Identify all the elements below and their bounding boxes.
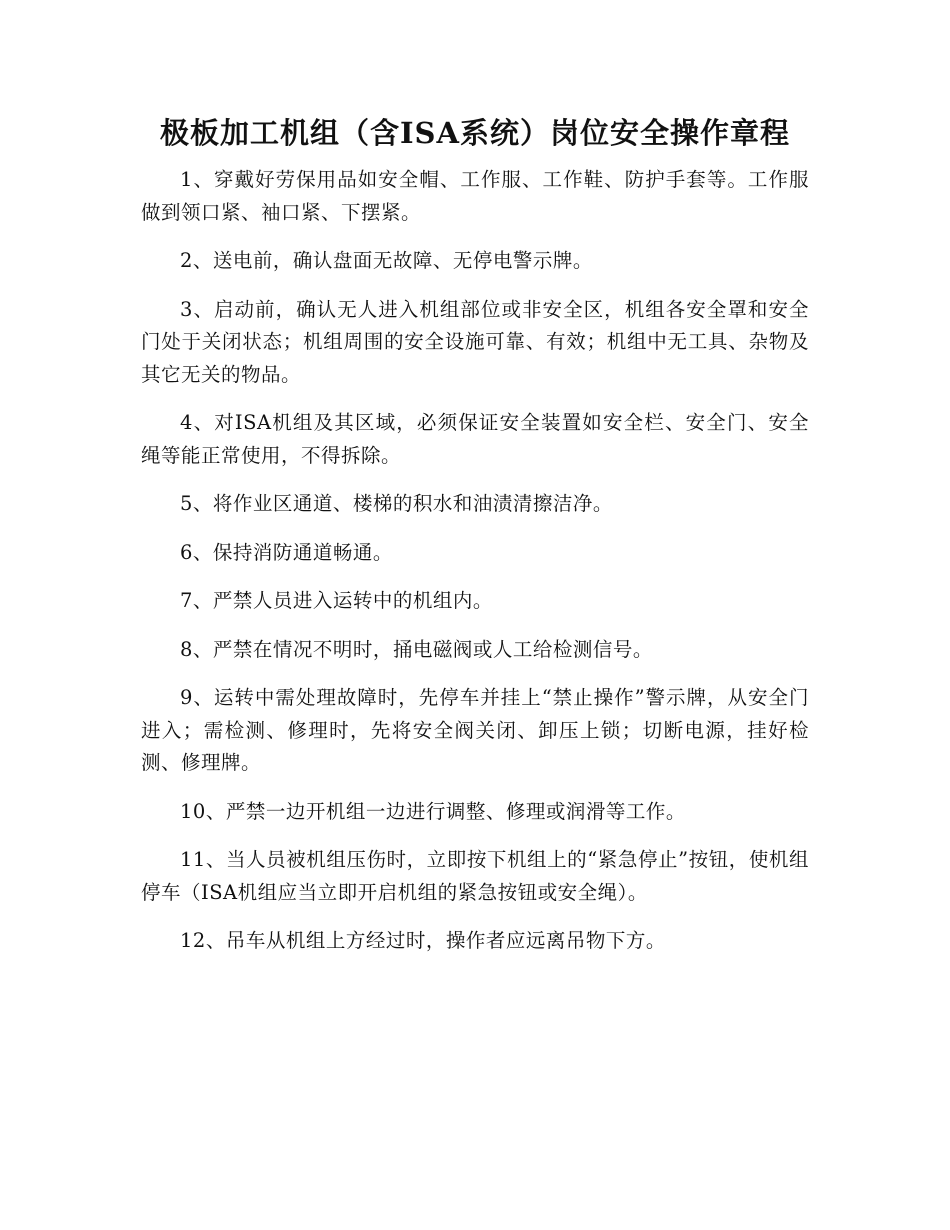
rule-item: 5、将作业区通道、楼梯的积水和油渍清擦洁净。 (180, 492, 613, 515)
rule-item: 1、穿戴好劳保用品如安全帽、工作服、工作鞋、防护手套等。工作服做到领口紧、袖口紧、下摆紧。 (141, 168, 809, 224)
rule-item: 7、严禁人员进入运转中的机组内。 (180, 589, 493, 612)
rule-item: 6、保持消防通道畅通。 (180, 540, 393, 564)
rule-item: 11、当人员被机组压伤时，立即按下机组上的“紧急停止”按钮，使机组停车（ISA机组应当立即开启机组的紧急按钮或安全绳）。 (141, 848, 809, 904)
rule-item: 8、严禁在情况不明时，捅电磁阀或人工给检测信号。 (180, 637, 653, 661)
rule-item: 3、启动前，确认无人进入机组部位或非安全区，机组各安全罩和安全门处于关闭状态；机组周围的安全设施可靠、有效；机组中无工具、杂物及其它无关的物品。 (141, 297, 809, 386)
rule-item: 2、送电前，确认盘面无故障、无停电警示牌。 (180, 249, 593, 272)
document-title: 极板加工机组（含ISA系统）岗位安全操作章程 (159, 116, 790, 150)
rule-item: 4、对ISA机组及其区域，必须保证安全装置如安全栏、安全门、安全绳等能正常使用，不得拆除。 (141, 411, 809, 467)
document-body (141, 112, 809, 974)
rule-item: 10、严禁一边开机组一边进行调整、修理或润滑等工作。 (180, 799, 686, 823)
rule-item: 9、运转中需处理故障时，先停车并挂上“禁止操作”警示牌，从安全门进入；需检测、修理时，先将安全阀关闭、卸压上锁；切断电源，挂好检测、修理牌。 (141, 686, 809, 774)
rule-item: 12、吊车从机组上方经过时，操作者应远离吊物下方。 (180, 929, 666, 952)
